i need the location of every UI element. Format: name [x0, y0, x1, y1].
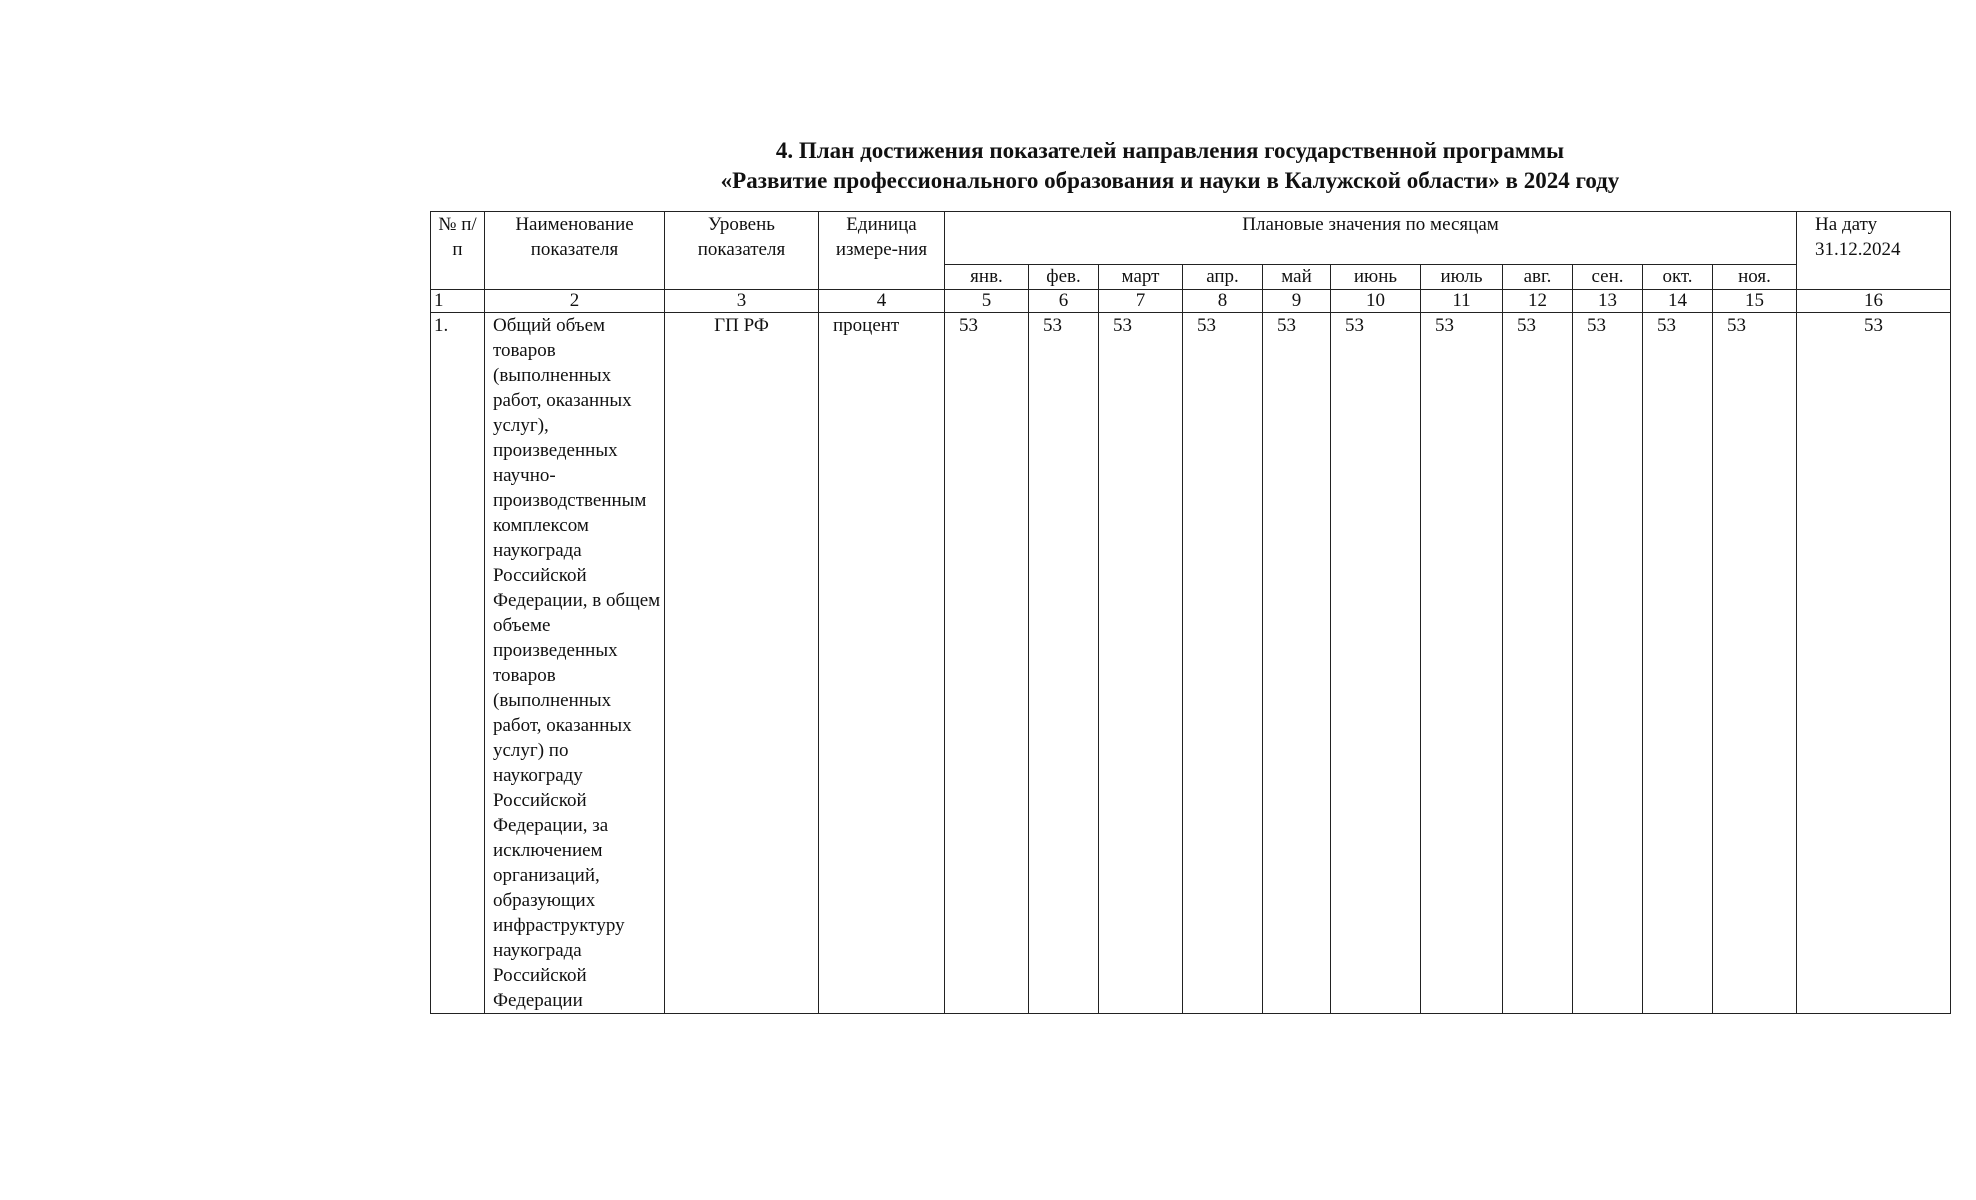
column-number: 2: [485, 290, 665, 313]
column-number: 13: [1573, 290, 1643, 313]
month-value: 53: [1573, 313, 1643, 1014]
table-row: [431, 313, 1951, 1014]
header-month: янв.: [945, 265, 1029, 290]
header-no: № п/п: [431, 212, 485, 290]
header-monthly-plan: Плановые значения по месяцам: [945, 212, 1797, 265]
column-number: 1: [431, 290, 485, 313]
column-number: 12: [1503, 290, 1573, 313]
final-value: 53: [1797, 313, 1951, 1014]
column-number: 11: [1421, 290, 1503, 313]
header-month: ноя.: [1713, 265, 1797, 290]
month-value: 53: [1331, 313, 1421, 1014]
column-number: 15: [1713, 290, 1797, 313]
column-number: 9: [1263, 290, 1331, 313]
month-value: 53: [1099, 313, 1183, 1014]
indicator-unit: процент: [819, 313, 945, 1014]
header-month: май: [1263, 265, 1331, 290]
column-number: 5: [945, 290, 1029, 313]
header-month: июнь: [1331, 265, 1421, 290]
column-number: 10: [1331, 290, 1421, 313]
column-number: 3: [665, 290, 819, 313]
month-value: 53: [1713, 313, 1797, 1014]
title-line-2: «Развитие профессионального образования и науки в Калужской области» в 2024 году: [720, 168, 1620, 193]
month-value: 53: [1503, 313, 1573, 1014]
title-line-1: 4. План достижения показателей направления государственной программы: [775, 138, 1565, 163]
header-month: сен.: [1573, 265, 1643, 290]
month-value: 53: [945, 313, 1029, 1014]
column-number: 6: [1029, 290, 1099, 313]
header-month: июль: [1421, 265, 1503, 290]
header-date: На дату 31.12.2024: [1797, 212, 1951, 290]
header-unit: Единица измере-ния: [819, 212, 945, 290]
row-number: 1.: [431, 313, 485, 1014]
header-month: апр.: [1183, 265, 1263, 290]
month-value: 53: [1421, 313, 1503, 1014]
header-indicator-level: Уровень показателя: [665, 212, 819, 290]
column-number: 7: [1099, 290, 1183, 313]
header-month: март: [1099, 265, 1183, 290]
column-number: 16: [1797, 290, 1951, 313]
header-indicator-name: Наименование показателя: [485, 212, 665, 290]
header-month: окт.: [1643, 265, 1713, 290]
month-value: 53: [1183, 313, 1263, 1014]
column-number: 4: [819, 290, 945, 313]
indicator-name: Общий объем товаров (выполненных работ, оказанных услуг), произведенных научно-производственным комплексом наукограда Российской Федерации, в общем объеме произведенных товаров (выполненных работ, оказанных услуг) по наукограду Российской Федерации, за исключением организаций, образующих инфраструктуру наукограда Российской Федерации: [485, 313, 665, 1014]
column-number: 8: [1183, 290, 1263, 313]
month-value: 53: [1029, 313, 1099, 1014]
column-number: 14: [1643, 290, 1713, 313]
header-month: фев.: [1029, 265, 1099, 290]
column-number-row: [431, 290, 1951, 313]
month-value: 53: [1643, 313, 1713, 1014]
month-value: 53: [1263, 313, 1331, 1014]
header-month: авг.: [1503, 265, 1573, 290]
document-title: [600, 136, 1740, 196]
indicator-plan-table: [430, 211, 1951, 1014]
indicator-level: ГП РФ: [665, 313, 819, 1014]
